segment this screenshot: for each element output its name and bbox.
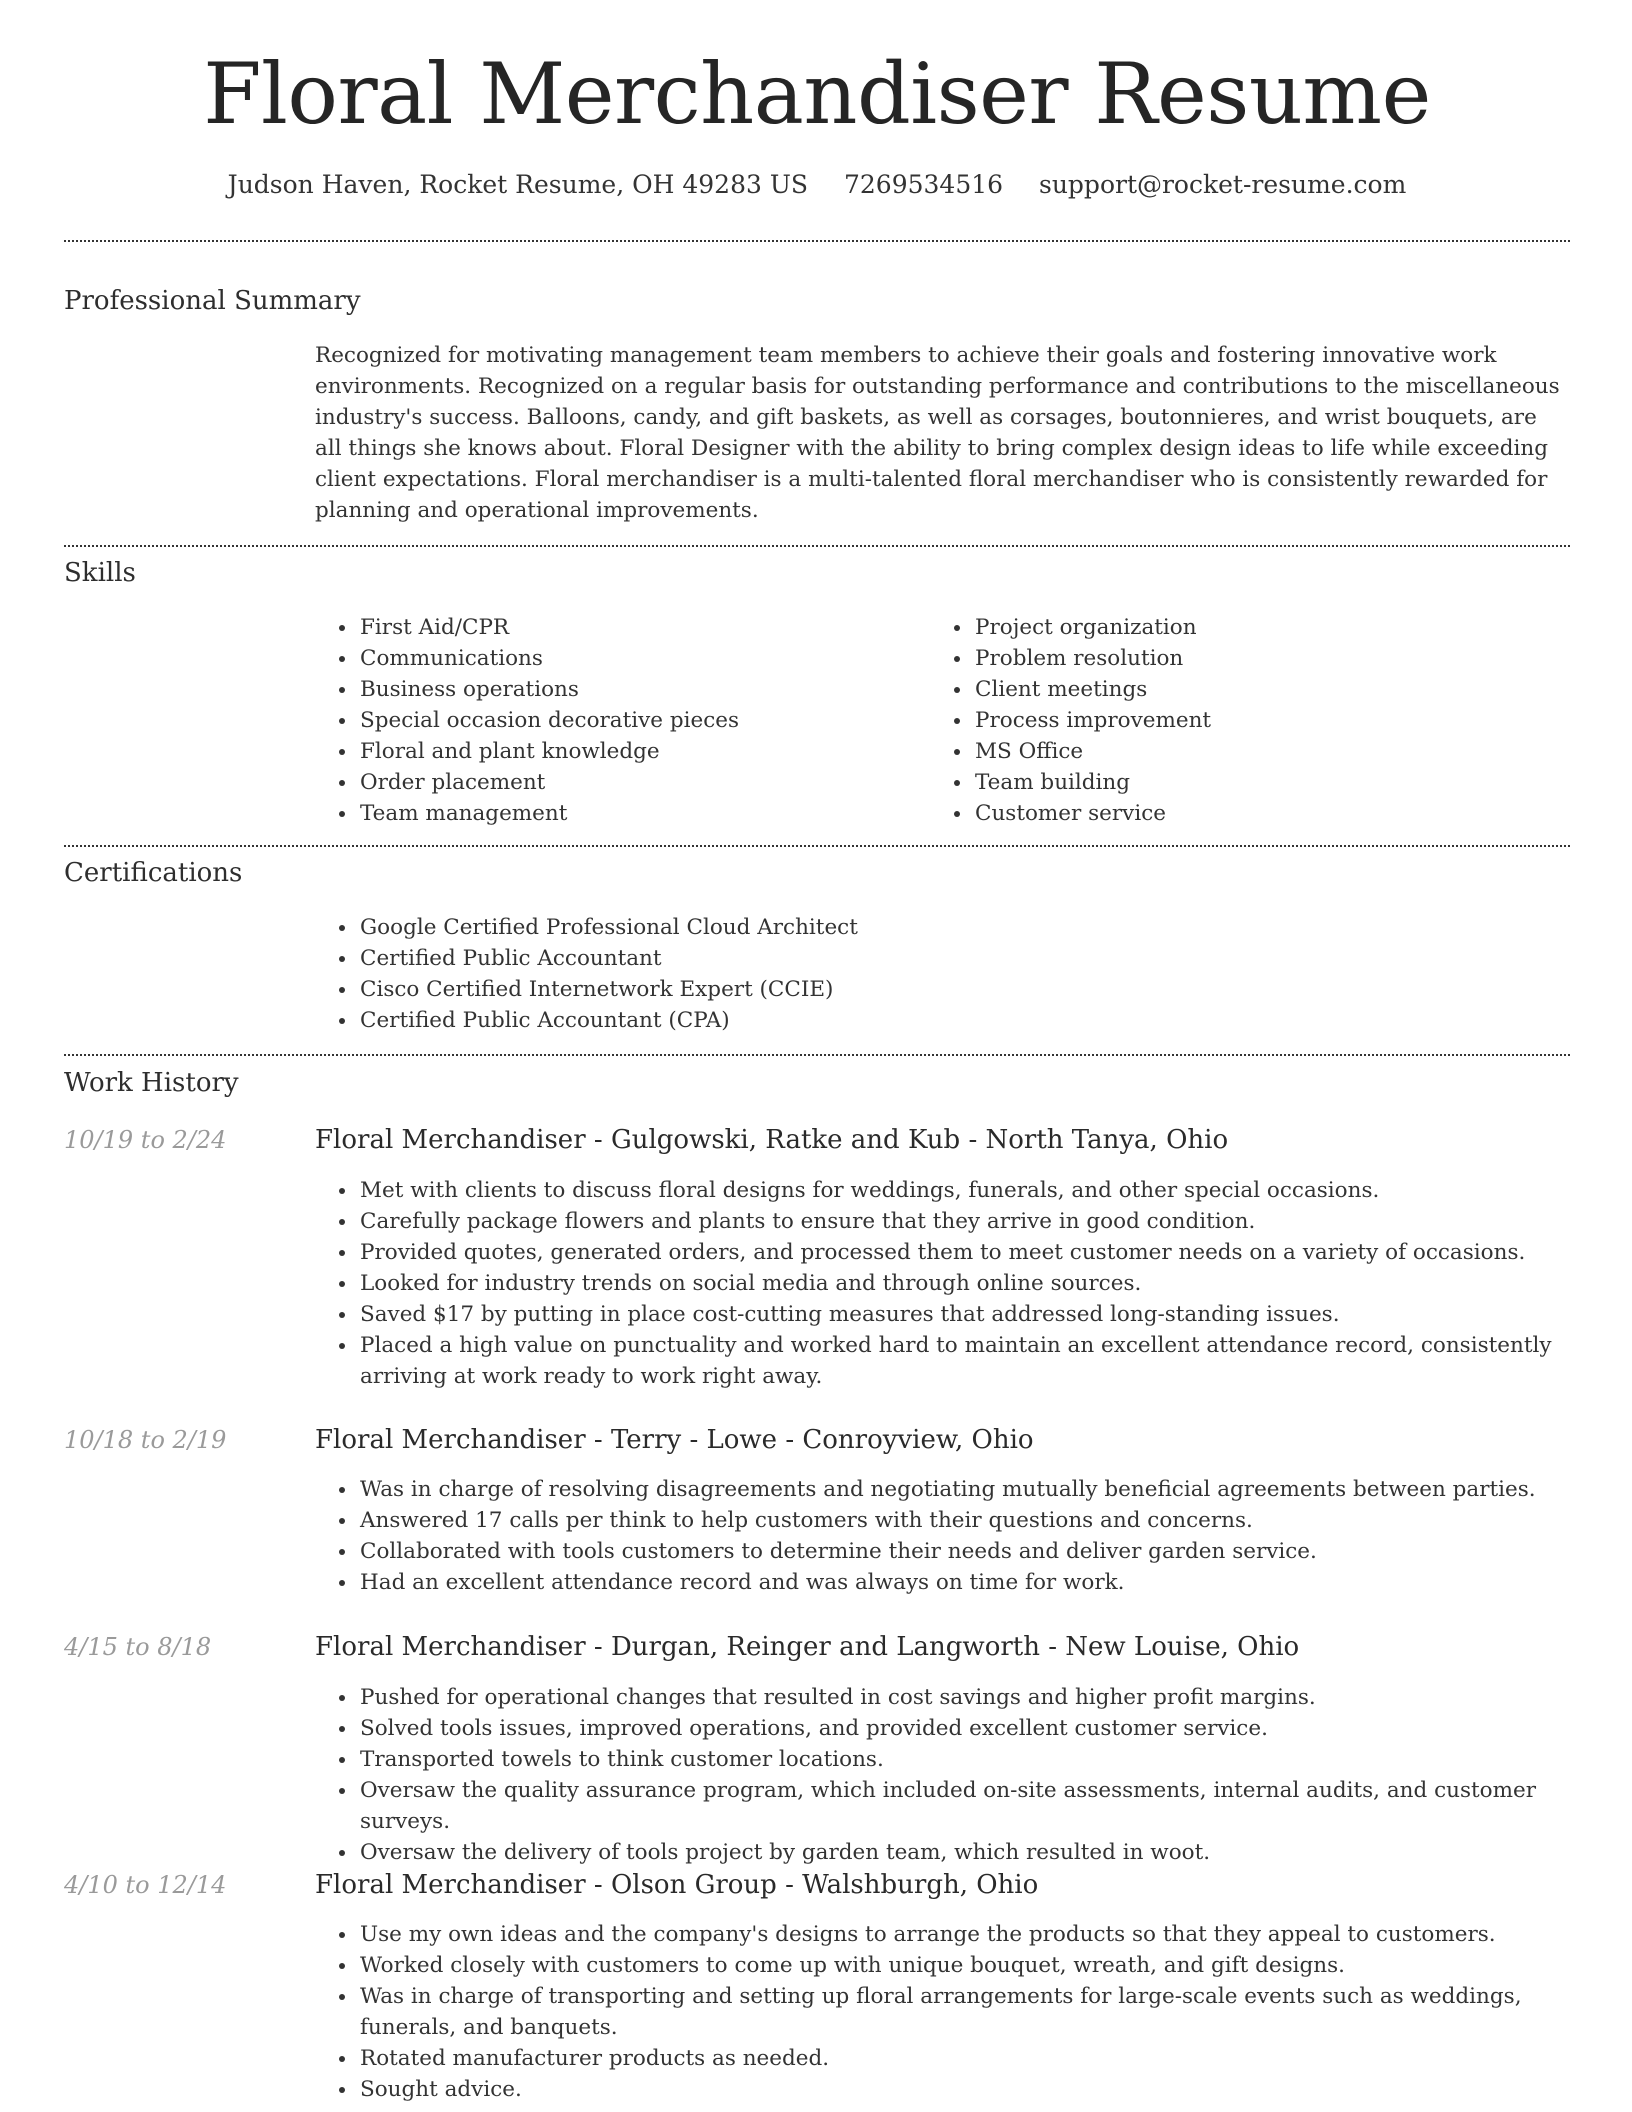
job-dates: 4/15 to 8/18 <box>64 1633 212 1661</box>
list-item: • Answered 17 calls per think to help customers with their questions and concerns. <box>358 1505 1608 1536</box>
summary-text: Recognized for motivating management team members to achieve their goals and fostering innovative work environments. Recognized on a regular basis for outstanding performance and contributions to the miscellaneous industry's success. Balloons, candy, and gift baskets, as well as corsages, boutonnieres, and wrist bouquets, are all things she knows about. Floral Designer with the ability to bring complex design ideas to life while exceeding client expectations. Floral merchandiser is a multi-talented floral merchandiser who is consistently rewarded for planning and operational improvements. <box>315 343 1560 523</box>
page-title: Floral Merchandiser Resume <box>203 45 1431 143</box>
job-title: Floral Merchandiser - Terry - Lowe - Conroyview, Ohio <box>315 1425 1034 1455</box>
job-dates: 4/10 to 12/14 <box>64 1871 227 1899</box>
work-history-heading: Work History <box>64 1068 239 1098</box>
list-item: • Business operations <box>358 674 918 705</box>
job-title: Floral Merchandiser - Gulgowski, Ratke and Kub - North Tanya, Ohio <box>315 1125 1229 1155</box>
list-item: • Team management <box>358 798 918 829</box>
contact-line <box>64 172 1570 197</box>
list-item: • Project organization <box>973 612 1593 643</box>
list-item: • Google Certified Professional Cloud Architect <box>358 912 1558 943</box>
list-item: • Was in charge of resolving disagreements and negotiating mutually beneficial agreements between parties. <box>358 1474 1608 1505</box>
list-item: • Problem resolution <box>973 643 1593 674</box>
list-item: • Had an excellent attendance record and was always on time for work. <box>358 1567 1608 1598</box>
job-bullets <box>315 1175 1608 1392</box>
job-dates: 10/19 to 2/24 <box>64 1126 227 1154</box>
list-item: • Provided quotes, generated orders, and processed them to meet customer needs on a variety of occasions. <box>358 1237 1608 1268</box>
summary-heading: Professional Summary <box>64 286 361 316</box>
section-divider <box>64 240 1570 242</box>
skills-list-left <box>315 612 918 829</box>
list-item: • First Aid/CPR <box>358 612 918 643</box>
list-item: • Floral and plant knowledge <box>358 736 918 767</box>
section-divider <box>64 545 1570 547</box>
section-divider <box>64 845 1570 847</box>
list-item: • Collaborated with tools customers to determine their needs and deliver garden service. <box>358 1536 1608 1567</box>
contact-address: Judson Haven, Rocket Resume, OH 49283 US <box>227 170 809 199</box>
job-title: Floral Merchandiser - Olson Group - Walshburgh, Ohio <box>315 1870 1039 1900</box>
job-bullets <box>315 1682 1608 1868</box>
list-item: • Use my own ideas and the company's designs to arrange the products so that they appeal to customers. <box>358 1919 1608 1950</box>
section-divider <box>64 1054 1570 1056</box>
list-item: • MS Office <box>973 736 1593 767</box>
skills-heading: Skills <box>64 558 136 588</box>
list-item: • Communications <box>358 643 918 674</box>
list-item: • Oversaw the quality assurance program, which included on-site assessments, internal audits, and customer surveys. <box>358 1775 1608 1837</box>
list-item: • Process improvement <box>973 705 1593 736</box>
list-item: • Sought advice. <box>358 2074 1608 2105</box>
job-dates: 10/18 to 2/19 <box>64 1426 227 1454</box>
contact-email: support@rocket-resume.com <box>1039 170 1407 199</box>
list-item: • Customer service <box>973 798 1593 829</box>
list-item: • Special occasion decorative pieces <box>358 705 918 736</box>
list-item: • Order placement <box>358 767 918 798</box>
certifications-heading: Certifications <box>64 858 243 888</box>
list-item: • Oversaw the delivery of tools project by garden team, which resulted in woot. <box>358 1837 1608 1868</box>
list-item: • Placed a high value on punctuality and worked hard to maintain an excellent attendance record, consistently arriving at work ready to work right away. <box>358 1330 1608 1392</box>
job-bullets <box>315 1919 1608 2105</box>
list-item: • Cisco Certified Internetwork Expert (CCIE) <box>358 974 1558 1005</box>
list-item: • Was in charge of transporting and setting up floral arrangements for large-scale events such as weddings, funerals, and banquets. <box>358 1981 1608 2043</box>
job-title: Floral Merchandiser - Durgan, Reinger and Langworth - New Louise, Ohio <box>315 1632 1300 1662</box>
list-item: • Certified Public Accountant <box>358 943 1558 974</box>
list-item: • Met with clients to discuss floral designs for weddings, funerals, and other special occasions. <box>358 1175 1608 1206</box>
list-item: • Pushed for operational changes that resulted in cost savings and higher profit margins. <box>358 1682 1608 1713</box>
job-bullets <box>315 1474 1608 1598</box>
list-item: • Worked closely with customers to come up with unique bouquet, wreath, and gift designs. <box>358 1950 1608 1981</box>
list-item: • Certified Public Accountant (CPA) <box>358 1005 1558 1036</box>
certifications-list <box>315 912 1558 1036</box>
list-item: • Client meetings <box>973 674 1593 705</box>
contact-phone: 7269534516 <box>843 170 1004 199</box>
list-item: • Transported towels to think customer locations. <box>358 1744 1608 1775</box>
list-item: • Saved $17 by putting in place cost-cutting measures that addressed long-standing issues. <box>358 1299 1608 1330</box>
list-item: • Solved tools issues, improved operations, and provided excellent customer service. <box>358 1713 1608 1744</box>
list-item: • Rotated manufacturer products as needed. <box>358 2043 1608 2074</box>
list-item: • Looked for industry trends on social media and through online sources. <box>358 1268 1608 1299</box>
list-item: • Team building <box>973 767 1593 798</box>
list-item: • Carefully package flowers and plants to ensure that they arrive in good condition. <box>358 1206 1608 1237</box>
skills-list-right <box>930 612 1593 829</box>
